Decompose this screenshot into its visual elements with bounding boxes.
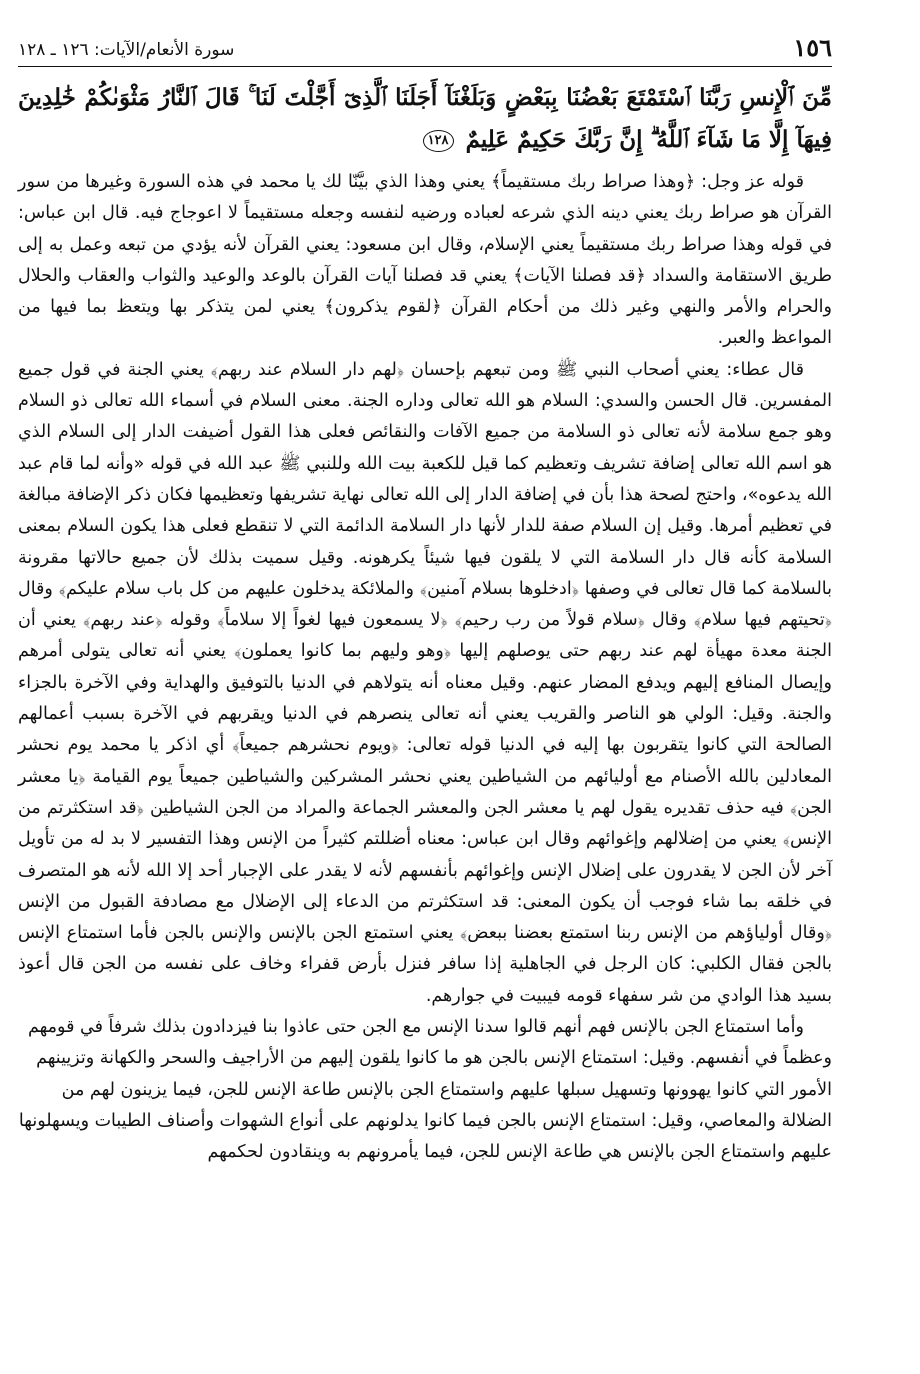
quran-verse bbox=[18, 77, 832, 161]
commentary-paragraph: وأما استمتاع الجن بالإنس فهم أنهم قالوا سدنا الإنس مع الجن حتى عاذوا بنا فيزدادون بذلك شرفاً في قومهم وعظماً في أنفسهم. وقيل: استمتاع الإنس بالجن هو ما كانوا يلقون إليهم من الأراجيف والسحر والكهانة وتزيينهم الأمور التي كانوا يهوونها وتسهيل سبلها عليهم واستمتاع الجن بالإنس طاعة الإنس للجن، فيما يزينون لهم من الضلالة والمعاصي، وقيل: استمتاع الإنس بالجن فيما كانوا يدلونهم على أنواع الشهوات وأصناف الطيبات ويسهلونها عليهم واستمتاع الجن بالإنس هي طاعة الإنس للجن، فيما يأمرونهم به وينقادون لحكمهم bbox=[18, 1017, 832, 1163]
verse-text: مِّنَ ٱلْإِنسِ رَبَّنَا ٱسْتَمْتَعَ بَعْضُنَا بِبَعْضٍ وَبَلَغْنَآ أَجَلَنَا ٱلَّذِىٓ أَجَّلْتَ لَنَا ۚ قَالَ ٱلنَّارُ مَثْوَىٰكُمْ خَٰلِدِينَ فِيهَآ إِلَّا مَا شَآءَ ٱللَّهُ ۗ إِنَّ رَبَّكَ حَكِيمٌ عَلِيمٌ bbox=[18, 84, 832, 153]
commentary-paragraph: قال عطاء: يعني أصحاب النبي ﷺ ومن تبعهم بإحسان ﴿لهم دار السلام عند ربهم﴾ يعني الجنة في قول جميع المفسرين. قال الحسن والسدي: السلام هو الله تعالى وداره الجنة. معنى السلام في أسماء الله تعالى ذو السلام وهو جمع سلامة لأنه تعالى ذو السلامة من جميع الآفات والنقائص فعلى هذا القول أضيفت الدار إلى السلام الذي هو اسم الله تعالى إضافة تشريف وتعظيم كما قيل للكعبة بيت الله وللنبي ﷺ عبد الله في قوله «وأنه لما قام عبد الله يدعوه»، واحتج لصحة هذا بأن في إضافة الدار إلى الله تعالى نهاية تشريفها وتعظيمها فكان ذكر الإضافة مبالغة في تعظيم أمرها. وقيل إن السلام صفة للدار لأنها دار السلامة الدائمة التي لا تنقطع فعلى هذا يكون السلام بمعنى السلامة كأنه قال دار السلامة التي لا يلقون فيها شيئاً يكرهونه. وقيل سميت بذلك لأن جميع حالاتها مقرونة بالسلامة كما قال تعالى في وصفها ﴿ادخلوها بسلام آمنين﴾ والملائكة يدخلون عليهم من كل باب سلام عليكم﴾ وقال ﴿تحيتهم فيها سلام﴾ وقال ﴿سلام قولاً من رب رحيم﴾ ﴿لا يسمعون فيها لغواً إلا سلاماً﴾ وقوله ﴿عند ربهم﴾ يعني أن الجنة معدة مهيأة لهم عند ربهم حتى يوصلهم إليها ﴿وهو وليهم بما كانوا يعملون﴾ يعني أنه تعالى يتولى أمرهم وإيصال المنافع إليهم ويدفع المضار عنهم. وقيل معناه أنه يتولاهم في الدنيا بالتوفيق والهداية وفي الآخرة بالجزاء والجنة. وقيل: الولي هو الناصر والقريب يعني أنه تعالى ينصرهم في الدنيا ويقربهم في الآخرة بسبب أعمالهم الصالحة التي كانوا يتقربون بها إليه في الدنيا قوله تعالى: ﴿ويوم نحشرهم جميعاً﴾ أي اذكر يا محمد يوم نحشر المعادلين بالله الأصنام مع أوليائهم من الشياطين يعني نحشر المشركين والشياطين جميعاً يوم القيامة ﴿يا معشر الجن﴾ فيه حذف تقديره يقول لهم يا معشر الجن والمعشر الجماعة والمراد من الجن الشياطين ﴿قد استكثرتم من الإنس﴾ يعني من إضلالهم وإغوائهم وقال ابن عباس: معناه أضللتم كثيراً من الإنس وهذا التفسير لا بد له من تأويل آخر لأن الجن لا يقدرون على إضلال الإنس وإغوائهم بأنفسهم لأنه لا يقدر على الإجبار أحد إلا الله لأنه هو المتصرف في خلقه بما شاء فوجب أن يكون المعنى: قد استكثرتم من الدعاء إلى الإضلال مع مصادفة القبول من الإنس ﴿وقال أولياؤهم من الإنس ربنا استمتع بعضنا ببعض﴾ يعني استمتع الجن بالإنس والإنس بالجن فأما استمتاع الإنس بالجن فقال الكلبي: كان الرجل في الجاهلية إذا سافر فنزل بأرض قفراء وخاف على نفسه من الجن قال أعوذ بسيد هذا الوادي من شر سفهاء قومه فيبيت في جوارهم. bbox=[18, 359, 832, 1006]
page-header bbox=[18, 33, 832, 67]
commentary-paragraph: قوله عز وجل: ﴿وهذا صراط ربك مستقيماً﴾ يعني وهذا الذي بيَّنّا لك يا محمد في هذه السورة وغيرها من سور القرآن هو صراط ربك يعني دينه الذي شرعه لعباده ورضيه لنفسه وجعله مستقيماً لا اعوجاج فيه. قال ابن عباس: في قوله وهذا صراط ربك مستقيماً يعني الإسلام، وقال ابن مسعود: يعني القرآن لأنه يؤدي من تبعه وعمل به إلى طريق الاستقامة والسداد ﴿قد فصلنا الآيات﴾ يعني قد فصلنا آيات القرآن بالوعد والوعيد والثواب والعقاب والحلال والحرام والأمر والنهي وغير ذلك من أحكام القرآن ﴿لقوم يذكرون﴾ يعني لمن يتذكر بها ويتعظ بما فيها من المواعظ والعبر. bbox=[18, 172, 832, 349]
running-title: سورة الأنعام/الآيات: ١٢٦ ـ ١٢٨ bbox=[18, 40, 235, 60]
verse-number-marker: ١٢٨ bbox=[423, 130, 454, 152]
page-number: ١٥٦ bbox=[793, 33, 832, 62]
commentary-body bbox=[18, 167, 832, 1169]
